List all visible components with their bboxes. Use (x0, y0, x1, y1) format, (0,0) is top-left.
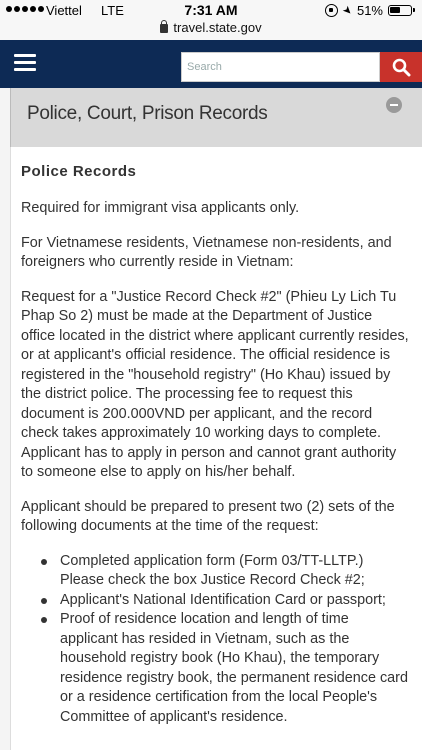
paragraph: Required for immigrant visa applicants only. (21, 200, 300, 216)
search-input[interactable] (181, 52, 380, 82)
browser-status-area (0, 0, 422, 40)
list-item: Proof of residence location and length of time applicant has resided in Vietnam, such as the household registry book (Ho Khau), the temporary residence registry book, the permanent residence card or a residence certification from the local People's Committee of applicant's residence. (41, 610, 410, 727)
status-right (325, 3, 412, 18)
accordion-header[interactable] (10, 88, 422, 147)
paragraph: For Vietnamese residents, Vietnamese non-residents, and foreigners who currently reside in Vietnam: (21, 234, 392, 270)
section-title: Police Records (21, 163, 137, 180)
carrier-label: Viettel (46, 3, 82, 18)
search-icon (392, 58, 411, 77)
battery-icon (388, 5, 412, 16)
site-header (0, 40, 422, 88)
location-arrow-icon: ➤ (339, 3, 355, 19)
accordion-title: Police, Court, Prison Records (27, 103, 268, 124)
collapse-icon[interactable] (386, 97, 402, 113)
list-item: Applicant's National Identification Card or passport; (41, 591, 410, 611)
battery-percent: 51% (356, 3, 383, 18)
paragraph: Applicant should be prepared to present two (2) sets of the following documents at the time of the request: (21, 498, 395, 534)
hamburger-icon[interactable] (14, 54, 36, 72)
url-text: travel.state.gov (173, 20, 262, 35)
address-bar[interactable] (0, 20, 422, 38)
network-label: LTE (101, 3, 124, 18)
lock-icon (160, 24, 168, 33)
clock: 7:31 AM (184, 2, 238, 18)
search-button[interactable] (380, 52, 422, 82)
accordion-content (10, 147, 422, 750)
rotation-lock-icon (325, 4, 338, 17)
list-item: Completed application form (Form 03/TT-LLTP.) Please check the box Justice Record Check #2; (41, 552, 410, 591)
document-list (41, 552, 410, 728)
status-bar (0, 2, 422, 20)
paragraph: Request for a "Justice Record Check #2" (Phieu Ly Lich Tu Phap So 2) must be made at the Department of Justice office located in the district where applicant currently resides, or at applicant's official residence. The official residence is registered in the "household registry" (Ho Khau) issued by the district police. The processing fee to request this document is 200.000VND per applicant, and the record check takes approximately 10 working days to complete. Applicant has to apply in person and cannot grant authority to someone else to apply on his/her behalf. (21, 288, 409, 480)
